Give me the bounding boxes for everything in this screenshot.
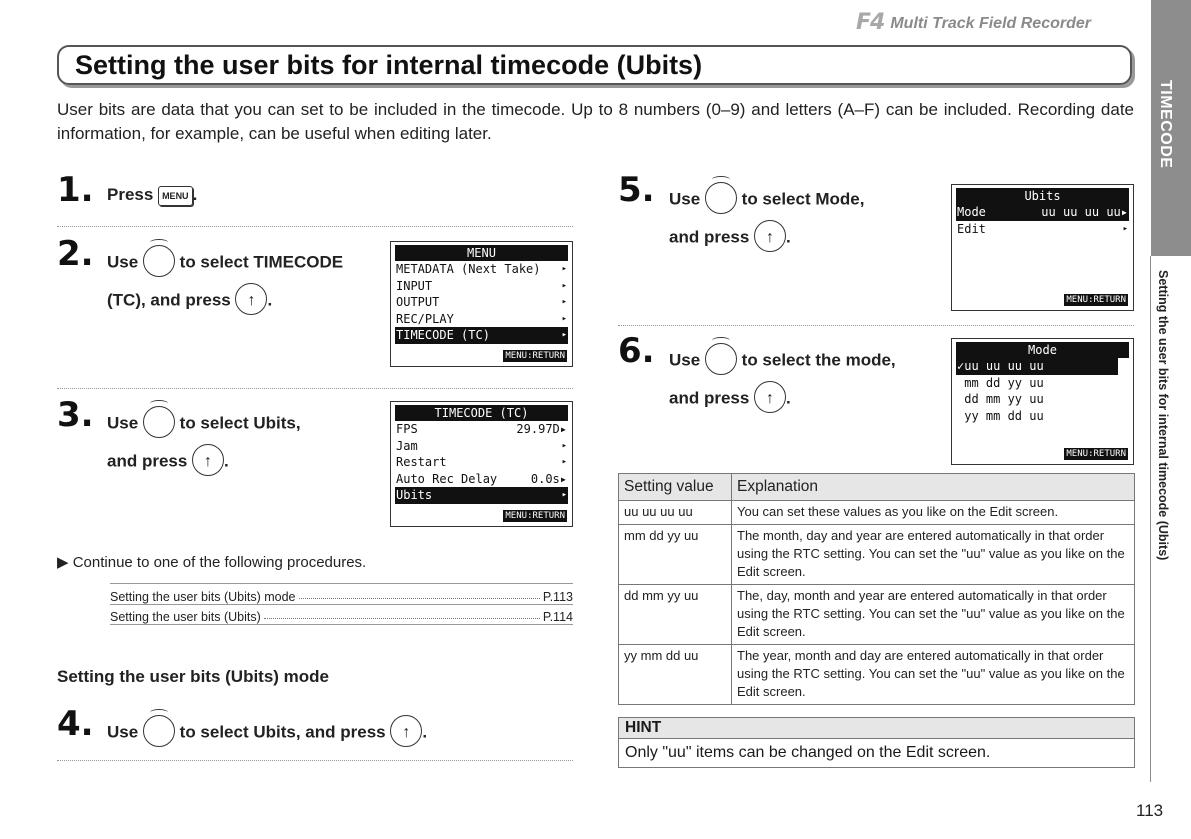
lcd-row-label: Auto Rec Delay: [396, 471, 498, 486]
lcd-row-selected: [395, 327, 568, 344]
step-6-instruction: to select the mode,: [741, 350, 896, 370]
reference-page: P.114: [542, 610, 573, 624]
lcd-row-value: ▸: [561, 440, 567, 451]
lcd-row: [956, 221, 1129, 238]
timecode-screen: [390, 401, 573, 527]
dot-leader: [299, 598, 540, 599]
dial-icon: [143, 715, 175, 747]
step-6-number: 6.: [618, 331, 655, 371]
lcd-row: [956, 391, 1129, 408]
lcd-footer: MENU:RETURN: [1066, 449, 1126, 459]
lcd-row-value: ▸: [561, 297, 567, 307]
table-cell-explanation: The, day, month and year are entered automatically in that order using the RTC setting. You can set the "uu" value as you like on the Edit screen.: [732, 585, 1135, 645]
step-6-line1: [669, 345, 896, 377]
push-dial-icon: ↑: [390, 715, 422, 747]
lcd-row-label: OUTPUT: [396, 295, 440, 309]
lcd-row-label: REC/PLAY: [396, 311, 454, 326]
lcd-row: [956, 408, 1129, 425]
lcd-row: [395, 261, 568, 278]
step-5-use: Use: [669, 189, 701, 209]
period: .: [422, 722, 428, 742]
lcd-row: [395, 438, 568, 455]
table-cell-value: dd mm yy uu: [619, 585, 732, 645]
menu-key-icon: MENU: [158, 186, 193, 206]
step-6-line2: [669, 383, 791, 415]
section-tab-label: TIMECODE: [1157, 80, 1174, 169]
step-1-text: [107, 184, 197, 206]
period: .: [192, 185, 198, 204]
table-row: [619, 501, 1135, 525]
section-subheading: Setting the user bits (Ubits) mode: [57, 667, 330, 686]
step-6-use: Use: [669, 350, 701, 370]
lcd-row-label: TIMECODE (TC): [396, 328, 490, 342]
side-subtitle: Setting the user bits for internal timecode (Ubits): [1156, 270, 1170, 561]
step-6-press: and press: [669, 388, 750, 408]
step-5-line1: [669, 184, 864, 216]
lcd-row-value: ▸: [561, 280, 567, 291]
step-5-line2: [669, 222, 791, 254]
reference-row[interactable]: [110, 583, 573, 605]
push-dial-icon: ↑: [235, 283, 267, 315]
step-1-press: Press: [107, 185, 154, 204]
step-2-instruction: to select TIMECODE: [179, 252, 344, 272]
lcd-row-selected: [956, 204, 1129, 221]
mode-screen: [951, 338, 1134, 465]
lcd-row: [395, 421, 568, 438]
lcd-row-label: METADATA (Next Take): [396, 262, 541, 276]
step-3-use: Use: [107, 413, 139, 433]
table-row: [619, 585, 1135, 645]
hint-text: Only "uu" items can be changed on the Edit screen.: [625, 744, 991, 761]
lcd-footer: MENU:RETURN: [1066, 295, 1126, 305]
dial-icon: [143, 245, 175, 277]
lcd-row-label: Ubits: [396, 488, 433, 502]
page-title: Setting the user bits for internal timecode (Ubits): [75, 50, 703, 80]
step-3-instruction: to select Ubits,: [179, 413, 301, 433]
lcd-header: Mode: [956, 342, 1129, 358]
step-5-number: 5.: [618, 170, 655, 210]
lcd-row: [395, 311, 568, 328]
table-row: [619, 525, 1135, 585]
lcd-row-value: 0.0s▸: [530, 471, 567, 486]
lcd-header: Ubits: [956, 188, 1129, 204]
lcd-row-label: Restart: [396, 455, 447, 469]
dial-icon: [143, 406, 175, 438]
table-cell-value: mm dd yy uu: [619, 525, 732, 585]
period: .: [786, 227, 791, 247]
step-2-line1: [107, 247, 343, 279]
lcd-row-label: mm dd yy uu: [957, 375, 1044, 390]
continue-text: ▶ Continue to one of the following procedures.: [57, 554, 367, 571]
lcd-row-label: yy mm dd uu: [957, 408, 1044, 423]
side-divider: [1150, 256, 1151, 782]
lcd-row: [395, 294, 568, 311]
lcd-row-label: INPUT: [396, 278, 433, 293]
push-dial-icon: ↑: [754, 381, 786, 413]
step-2-line2: [107, 285, 272, 317]
menu-screen: [390, 241, 573, 367]
reference-label: Setting the user bits (Ubits) mode: [110, 590, 296, 604]
lcd-footer: MENU:RETURN: [505, 511, 565, 521]
lcd-header: TIMECODE (TC): [395, 405, 568, 421]
lcd-footer: MENU:RETURN: [505, 351, 565, 361]
lcd-row-value: uu uu uu uu▸: [1041, 205, 1128, 219]
reference-row[interactable]: [110, 604, 573, 625]
period: .: [786, 388, 791, 408]
step-3-press: and press: [107, 451, 188, 471]
lcd-row-label: Jam: [396, 438, 418, 453]
lcd-row-label: Edit: [957, 221, 986, 236]
table-header: Setting value: [619, 474, 732, 501]
hint-box: [618, 717, 1135, 768]
table-cell-explanation: The month, day and year are entered automatically in that order using the RTC setting. You can set the "uu" value as you like on the Edit screen.: [732, 525, 1135, 585]
lcd-row-value: 29.97D▸: [516, 422, 567, 436]
step-4-use: Use: [107, 722, 139, 742]
push-dial-icon: ↑: [754, 220, 786, 252]
step-2-number: 2.: [57, 234, 94, 274]
divider: [618, 325, 1134, 326]
step-3-line2: [107, 446, 229, 478]
lcd-row-label: FPS: [396, 422, 418, 436]
lcd-row: [395, 471, 568, 488]
lcd-row: [395, 278, 568, 295]
push-dial-icon: ↑: [192, 444, 224, 476]
lcd-row-label: Mode: [957, 205, 986, 219]
table-cell-explanation: The year, month and day are entered automatically in that order using the RTC setting. You can set the "uu" value as you like on the Edit screen.: [732, 645, 1135, 705]
step-2-press: (TC), and press: [107, 290, 231, 310]
period: .: [267, 290, 273, 310]
brand-header: [856, 12, 1091, 34]
period: .: [224, 451, 229, 471]
step-3-number: 3.: [57, 395, 94, 435]
settings-table: [618, 473, 1135, 705]
page-number: 113: [1136, 801, 1164, 820]
lcd-row-value: ▸: [561, 330, 567, 340]
lcd-row-value: ▸: [561, 264, 567, 274]
dial-icon: [705, 343, 737, 375]
table-row: [619, 645, 1135, 705]
step-4-instruction: to select Ubits, and press: [179, 722, 386, 742]
step-4-number: 4.: [57, 704, 94, 744]
table-header-row: [619, 474, 1135, 501]
lcd-row-value: ▸: [561, 490, 567, 500]
lcd-row-value: ▸: [1122, 223, 1128, 234]
lcd-row-selected: [395, 487, 568, 504]
lcd-row-value: ▸: [561, 457, 567, 467]
step-1-number: 1.: [57, 170, 94, 210]
table-header: Explanation: [732, 474, 1135, 501]
lcd-row-label: dd mm yy uu: [957, 392, 1044, 406]
lcd-row: [395, 454, 568, 471]
divider: [57, 760, 573, 761]
table-cell-explanation: You can set these values as you like on the Edit screen.: [732, 501, 1135, 525]
step-4-text: [107, 717, 427, 749]
reference-page: P.113: [542, 590, 573, 604]
lcd-row-label: ✓uu uu uu uu: [957, 359, 1044, 373]
step-5-instruction: to select Mode,: [741, 189, 865, 209]
divider: [57, 388, 573, 389]
divider: [57, 226, 573, 227]
step-3-line1: [107, 408, 301, 440]
step-5-press: and press: [669, 227, 750, 247]
lcd-row-value: ▸: [561, 313, 567, 324]
lcd-row: [956, 375, 1129, 392]
intro-paragraph: User bits are data that you can set to be included in the timecode. Up to 8 numbers (0–9) and letters (A–F) can be included. Recording date information, for example, can be useful when editing later.: [57, 100, 1134, 143]
lcd-row-selected: [956, 358, 1118, 375]
table-cell-value: uu uu uu uu: [619, 501, 732, 525]
lcd-header: MENU: [395, 245, 568, 261]
table-cell-value: yy mm dd uu: [619, 645, 732, 705]
product-name: Multi Track Field Recorder: [890, 15, 1091, 32]
dot-leader: [264, 618, 540, 619]
hint-title: HINT: [619, 718, 1134, 739]
dial-icon: [705, 182, 737, 214]
step-2-use: Use: [107, 252, 139, 272]
ubits-screen: [951, 184, 1134, 311]
reference-label: Setting the user bits (Ubits): [110, 610, 261, 624]
f4-logo: F4: [856, 10, 885, 35]
